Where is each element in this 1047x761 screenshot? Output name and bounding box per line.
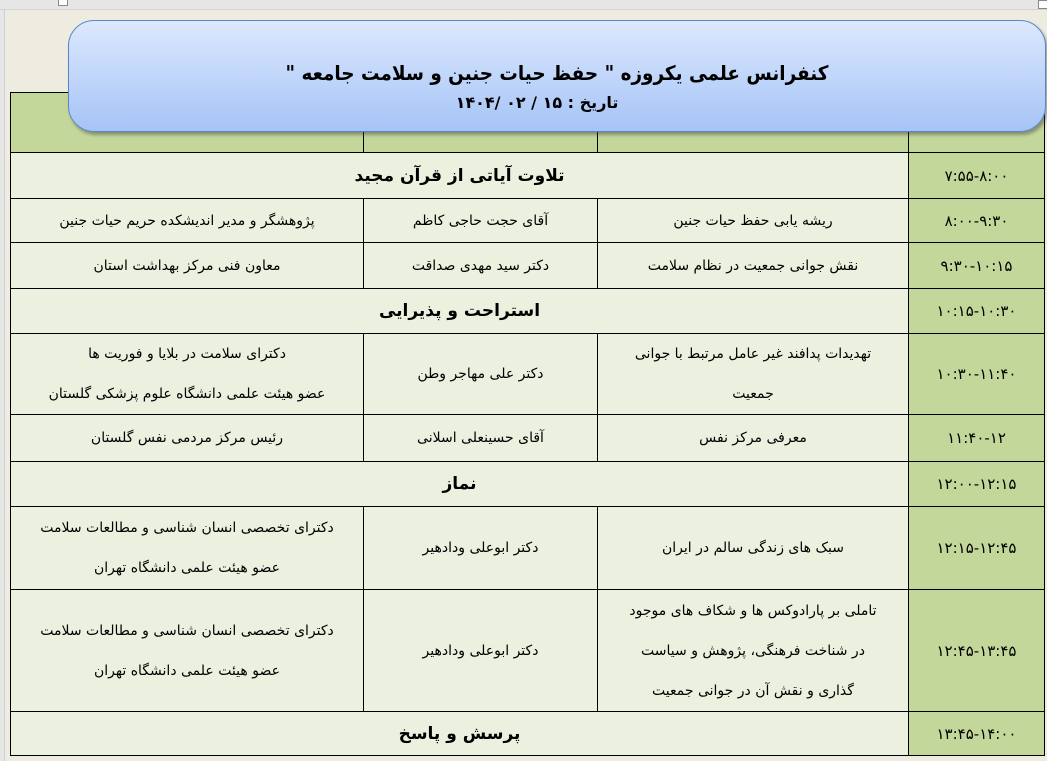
schedule-table (10, 92, 1045, 756)
time-cell: ۷:۵۵-۸:۰۰ (909, 153, 1045, 199)
title-line: عضو هیئت علمی دانشگاه تهران (94, 662, 280, 679)
topic-cell (598, 334, 909, 415)
title-line: عضو هیئت علمی دانشگاه تهران (94, 560, 280, 576)
topic-line: در شناخت فرهنگی، پژوهش و سیاست (641, 642, 865, 659)
table-row (11, 199, 1045, 243)
topic-cell: سبک های زندگی سالم در ایران (598, 507, 909, 590)
speaker-cell: آقای حسینعلی اسلانی (364, 415, 598, 462)
table-row (11, 334, 1045, 415)
event-cell: نماز (11, 462, 909, 507)
speaker-title-cell (11, 334, 364, 415)
time-cell: ۱۲:۴۵-۱۳:۴۵ (909, 590, 1045, 712)
table-row (11, 712, 1045, 756)
time-cell: ۸:۰۰-۹:۳۰ (909, 199, 1045, 243)
title-line: دکترای سلامت در بلایا و فوریت ها (88, 346, 286, 362)
table-row (11, 507, 1045, 590)
topic-line: جمعیت (732, 386, 774, 402)
table-row (11, 289, 1045, 334)
time-cell: ۱۲:۱۵-۱۲:۴۵ (909, 507, 1045, 590)
event-cell: استراحت و پذیرایی (11, 289, 909, 334)
event-cell: تلاوت آیاتی از قرآن مجید (11, 153, 909, 199)
ruler-indent-marker[interactable] (58, 0, 68, 6)
table-row (11, 153, 1045, 199)
time-cell: ۱۰:۳۰-۱۱:۴۰ (909, 334, 1045, 415)
speaker-title-cell (11, 590, 364, 712)
speaker-cell: دکتر ابوعلی ودادهیر (364, 507, 598, 590)
speaker-title-cell: پژوهشگر و مدیر اندیشکده حریم حیات جنین (11, 199, 364, 243)
topic-line: تهدیدات پدافند غیر عامل مرتبط با جوانی (634, 346, 872, 362)
time-cell: ۱۱:۴۰-۱۲ (909, 415, 1045, 462)
speaker-cell: دکتر علی مهاجر وطن (364, 334, 598, 415)
topic-line: گذاری و نقش آن در جوانی جمعیت (652, 682, 854, 699)
time-cell: ۱۳:۴۵-۱۴:۰۰ (909, 712, 1045, 756)
speaker-cell: دکتر ابوعلی ودادهیر (364, 590, 598, 712)
topic-cell (598, 590, 909, 712)
table-row (11, 243, 1045, 289)
topic-cell: ریشه یابی حفظ حیات جنین (598, 199, 909, 243)
conference-date: تاریخ : ۱۵ / ۰۲ /۱۴۰۴ (455, 93, 619, 112)
time-cell: ۱۰:۱۵-۱۰:۳۰ (909, 289, 1045, 334)
time-cell: ۱۲:۰۰-۱۲:۱۵ (909, 462, 1045, 507)
table-row (11, 590, 1045, 712)
page-left-edge (0, 10, 5, 761)
event-cell: پرسش و پاسخ (11, 712, 909, 756)
title-line: عضو هیئت علمی دانشگاه علوم پزشکی گلستان (48, 386, 326, 402)
table-row (11, 462, 1045, 507)
speaker-title-cell: معاون فنی مرکز بهداشت استان (11, 243, 364, 289)
speaker-title-cell (11, 507, 364, 590)
conference-title: کنفرانس علمی یکروزه " حفظ حیات جنین و سلامت جامعه " (285, 61, 829, 85)
table-row (11, 415, 1045, 462)
topic-line: تاملی بر پارادوکس ها و شکاف های موجود (629, 602, 877, 619)
speaker-cell: آقای حجت حاجی کاظم (364, 199, 598, 243)
ruler-right-marker[interactable] (1038, 0, 1047, 9)
title-line: دکترای تخصصی انسان شناسی و مطالعات سلامت (40, 520, 334, 536)
conference-title-banner[interactable] (68, 20, 1046, 132)
topic-cell: معرفی مرکز نفس (598, 415, 909, 462)
topic-cell: نقش جوانی جمعیت در نظام سلامت (598, 243, 909, 289)
ruler-bar (0, 0, 1047, 10)
time-cell: ۹:۳۰-۱۰:۱۵ (909, 243, 1045, 289)
speaker-title-cell: رئیس مرکز مردمی نفس گلستان (11, 415, 364, 462)
speaker-cell: دکتر سید مهدی صداقت (364, 243, 598, 289)
title-line: دکترای تخصصی انسان شناسی و مطالعات سلامت (40, 622, 334, 639)
